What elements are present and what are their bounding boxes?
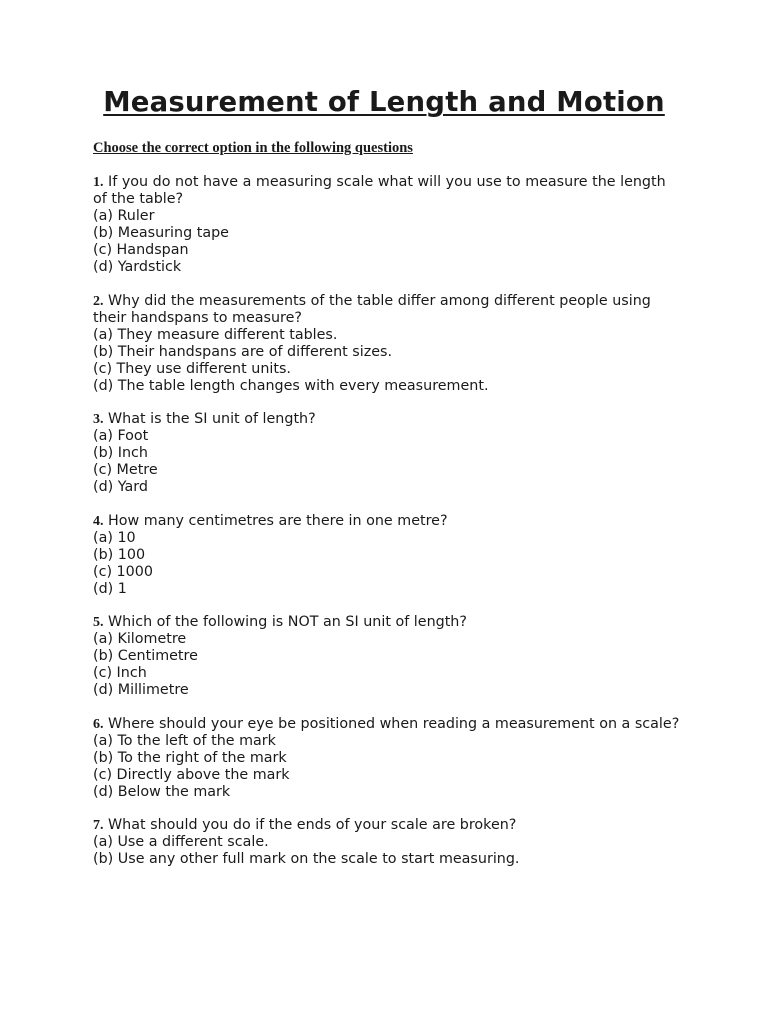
- question-number: 7.: [93, 818, 104, 833]
- option-b: (b) Their handspans are of different sizes.: [93, 343, 393, 360]
- option-c: (c) Metre: [93, 462, 158, 478]
- question-number: 2.: [93, 293, 104, 309]
- question-text: [93, 817, 683, 834]
- option-d: (d) Yard: [93, 479, 149, 495]
- question-number: 1.: [93, 175, 104, 190]
- option-d: (d) Below the mark: [93, 783, 231, 800]
- question-2: [93, 293, 683, 395]
- question-body: What is the SI unit of length?: [108, 411, 316, 427]
- question-number: 4.: [93, 513, 104, 529]
- option-a: (a) Foot: [93, 428, 149, 444]
- question-text: [93, 174, 683, 208]
- instruction-text: Choose the correct option in the following questions: [93, 140, 413, 156]
- option-b: (b) To the right of the mark: [93, 749, 287, 766]
- question-body: Which of the following is NOT an SI unit of length?: [108, 614, 467, 630]
- option-d: (d) Millimetre: [93, 682, 189, 698]
- question-text: [93, 411, 683, 428]
- question-text: [93, 513, 683, 530]
- option-a: (a) Ruler: [93, 208, 155, 224]
- option-b: (b) Use any other full mark on the scale to start measuring.: [93, 851, 520, 867]
- question-number: 6.: [93, 716, 104, 732]
- option-b: (b) Inch: [93, 445, 148, 461]
- option-c: (c) Directly above the mark: [93, 766, 290, 783]
- document-page: [93, 86, 683, 885]
- option-a: (a) To the left of the mark: [93, 732, 276, 749]
- question-body: If you do not have a measuring scale what will you use to measure the length of the table?: [93, 174, 666, 207]
- question-3: [93, 411, 683, 496]
- option-d: (d) 1: [93, 580, 127, 597]
- option-d: (d) Yardstick: [93, 259, 182, 275]
- option-b: (b) Measuring tape: [93, 225, 229, 241]
- question-text: [93, 716, 683, 733]
- question-body: Where should your eye be positioned when reading a measurement on a scale?: [108, 715, 680, 732]
- question-number: 5.: [93, 615, 104, 630]
- question-text: [93, 293, 683, 327]
- question-list: [93, 174, 683, 868]
- option-a: (a) They measure different tables.: [93, 326, 338, 343]
- option-c: (c) Handspan: [93, 242, 189, 258]
- question-1: [93, 174, 683, 276]
- question-body: How many centimetres are there in one metre?: [108, 512, 448, 529]
- option-c: (c) 1000: [93, 563, 153, 580]
- option-b: (b) Centimetre: [93, 648, 198, 664]
- question-number: 3.: [93, 412, 104, 427]
- option-b: (b) 100: [93, 546, 146, 563]
- option-c: (c) They use different units.: [93, 360, 291, 377]
- option-d: (d) The table length changes with every measurement.: [93, 377, 489, 394]
- question-7: [93, 817, 683, 868]
- question-text: [93, 614, 683, 631]
- option-a: (a) 10: [93, 529, 136, 546]
- question-body: Why did the measurements of the table differ among different people using their handspans to measure?: [93, 292, 651, 326]
- option-c: (c) Inch: [93, 665, 147, 681]
- question-6: [93, 716, 683, 801]
- question-5: [93, 614, 683, 699]
- page-title: Measurement of Length and Motion: [103, 86, 665, 118]
- option-a: (a) Kilometre: [93, 631, 187, 647]
- option-a: (a) Use a different scale.: [93, 834, 269, 850]
- question-body: What should you do if the ends of your scale are broken?: [108, 817, 517, 833]
- question-4: [93, 513, 683, 598]
